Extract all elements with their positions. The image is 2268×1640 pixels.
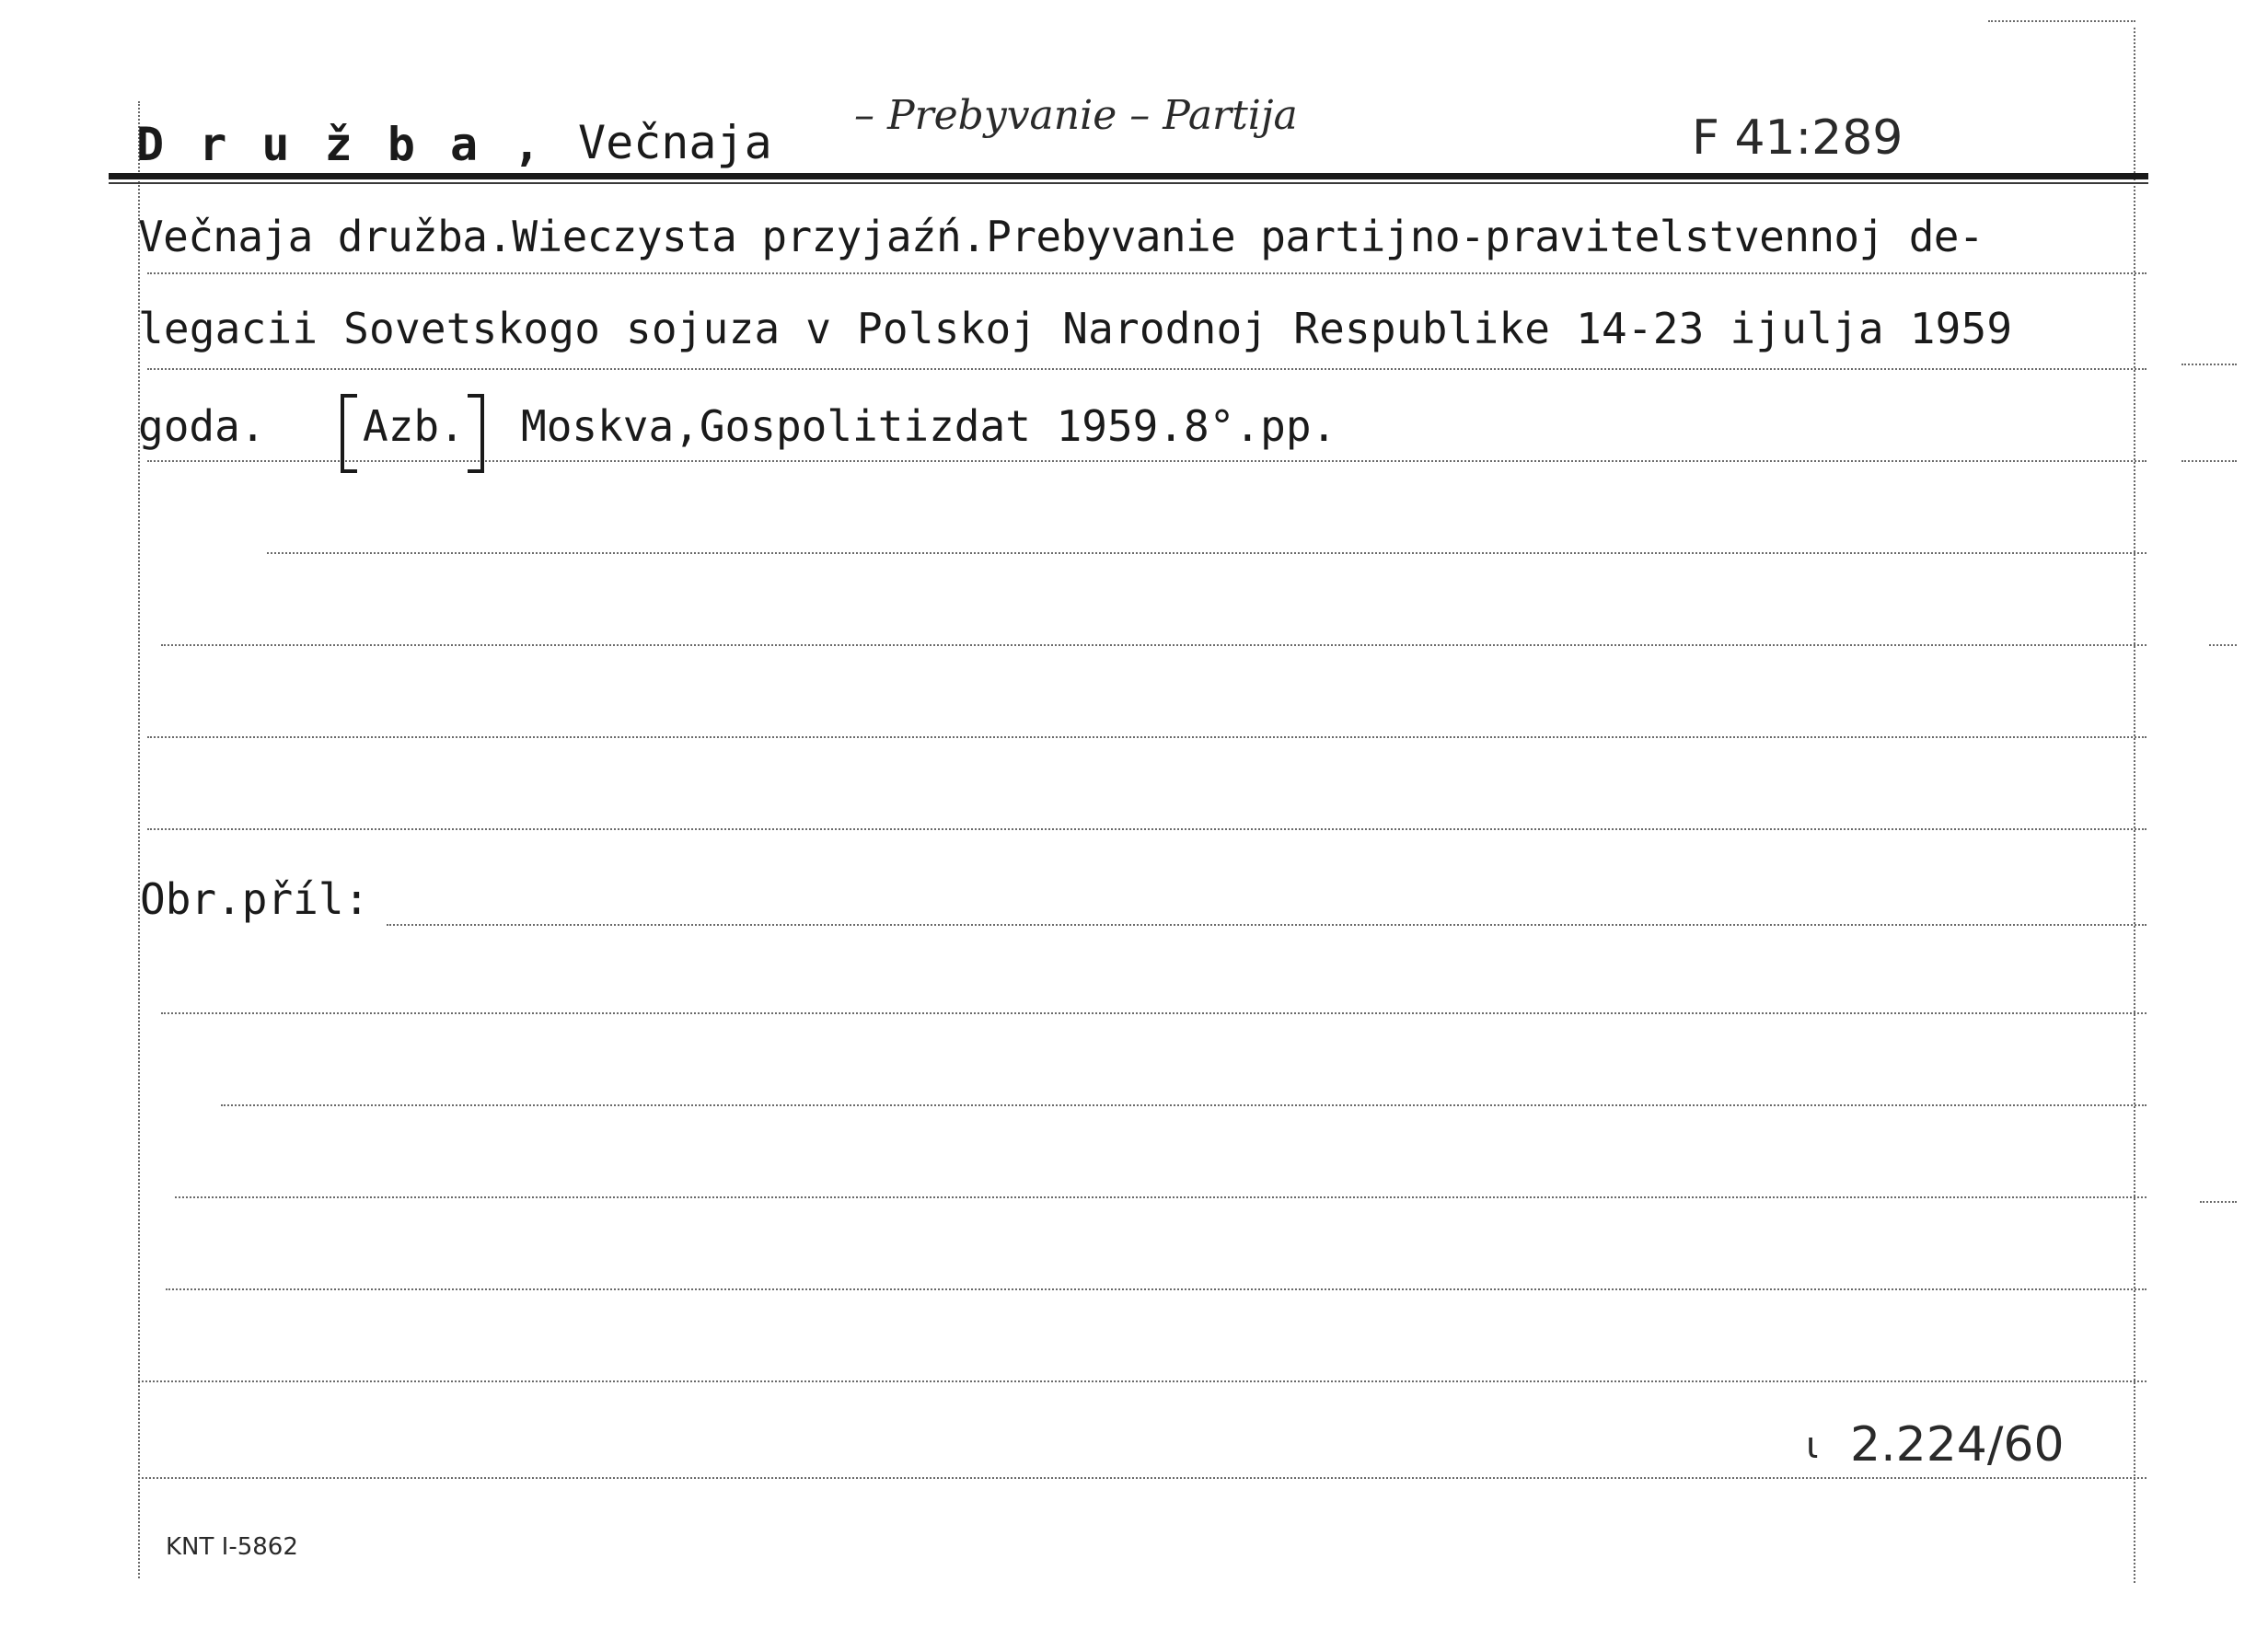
margin-mark xyxy=(2181,460,2237,462)
form-code: KNT I-5862 xyxy=(166,1533,298,1561)
ruled-line xyxy=(166,1288,2146,1290)
bracket-open xyxy=(341,394,357,473)
heading-subtitle: Večnaja xyxy=(578,116,772,169)
margin-mark xyxy=(1988,20,2135,22)
ruled-line xyxy=(138,1380,2146,1382)
accession-number: 2.224/60 xyxy=(1850,1417,2065,1473)
right-border xyxy=(2134,28,2135,1583)
accession-mark: ι xyxy=(1806,1425,1819,1467)
body-line-3-azb: Azb. xyxy=(363,401,465,451)
ruled-line xyxy=(267,552,2146,554)
ruled-line xyxy=(387,924,2146,926)
ruled-line xyxy=(161,644,2146,646)
margin-mark xyxy=(2200,1201,2237,1203)
call-number: F 41:289 xyxy=(1692,110,1904,166)
ruled-line xyxy=(161,1012,2146,1014)
body-line-1: Večnaja družba.Wieczysta przyjaźń.Prebyvanie partijno-pravitelstvennoj de- xyxy=(138,212,1984,261)
heading-rule-thin xyxy=(109,182,2148,184)
heading-rule xyxy=(109,173,2148,179)
body-line-3-goda: goda. xyxy=(138,401,266,451)
ruled-line xyxy=(147,828,2146,830)
ruled-line xyxy=(147,368,2146,370)
ruled-line xyxy=(175,1196,2146,1198)
ruled-line xyxy=(138,1477,2146,1479)
ruled-line xyxy=(221,1104,2146,1106)
obr-label: Obr.příl: xyxy=(140,874,370,924)
ruled-line xyxy=(147,460,2146,462)
bracket-close xyxy=(468,394,484,473)
handwritten-note: – Prebyvanie – Partija xyxy=(854,92,1298,139)
ruled-line xyxy=(147,272,2146,274)
margin-mark xyxy=(2181,364,2237,365)
heading-main-word: D r u ž b a , xyxy=(136,118,545,171)
margin-mark xyxy=(2209,644,2237,646)
body-line-2: legacii Sovetskogo sojuza v Polskoj Narodnoj Respublike 14-23 ijulja 1959 xyxy=(138,304,2013,353)
ruled-line xyxy=(147,736,2146,738)
body-line-3-imprint: Moskva,Gospolitizdat 1959.8°.pp. xyxy=(521,401,1337,451)
